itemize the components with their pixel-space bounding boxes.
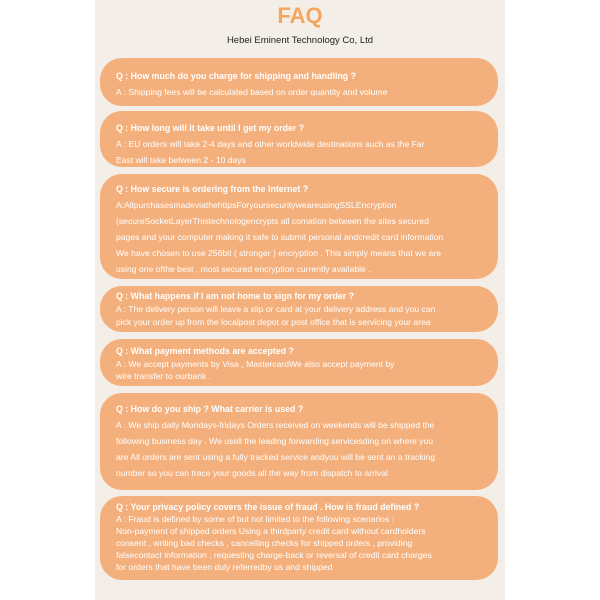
faq-item bbox=[100, 58, 498, 106]
faq-answer-line: are All orders are sent using a fully tracked service andyou will be sent an a tracking bbox=[116, 452, 436, 462]
faq-item bbox=[100, 286, 498, 332]
faq-answer bbox=[116, 417, 498, 481]
faq-answer-line: We have chosen to use 256bit ( stronger ) encryption . This simply means that we are bbox=[116, 248, 441, 258]
faq-answer bbox=[116, 197, 498, 277]
faq-question: Q : How secure is ordering from the Internet ? bbox=[116, 184, 309, 194]
faq-answer bbox=[116, 358, 498, 383]
faq-answer-line: (secureSocketLayerThistechnologencrypts all comation between the sites secured bbox=[116, 216, 429, 226]
faq-answer-line: A:AllpurchasesmadeviathehttpsForyoursecurityweareusingSSLEncryption bbox=[116, 200, 397, 210]
faq-answer-line: East will take between 2 - 10 days bbox=[116, 155, 246, 165]
faq-question: Q : What happens if I am not home to sign for my order ? bbox=[116, 291, 355, 301]
faq-answer-line: consent , writing bad checks , cancelling checks for shipped orders , providing bbox=[116, 538, 413, 548]
faq-answer-line: pages and your computer making it safe to submit personal andcredit card information bbox=[116, 232, 444, 242]
faq-answer-line: A : We accept payments by Visa , MastercardWe also accept payment by bbox=[116, 358, 395, 369]
faq-answer-line: Non-payment of shipped orders Using a thirdparty credit card without cardholders bbox=[116, 526, 426, 536]
faq-question: Q : Your privacy policy covers the issue of fraud . How is fraud defined ? bbox=[116, 502, 420, 512]
faq-answer-line: number so you can trace your goods all the way from dispatch to arrival bbox=[116, 468, 388, 478]
faq-question: Q : How do you ship ? What carrier is used ? bbox=[116, 404, 304, 414]
page-title: FAQ bbox=[277, 3, 323, 28]
faq-answer bbox=[116, 136, 498, 168]
faq-item bbox=[100, 496, 498, 580]
faq-answer-line: A : Fraud is defined by some of but not limited to the following scenarios : bbox=[116, 514, 395, 524]
faq-item bbox=[100, 174, 498, 279]
faq-answer-line: following business day . We usell the leading forwarding servicesding on where you bbox=[116, 436, 434, 446]
faq-item bbox=[100, 393, 498, 490]
faq-answer-line: A : Shipping fees will be calculated based on order quantity and volume bbox=[116, 87, 388, 97]
faq-answer bbox=[116, 513, 498, 573]
faq-question: Q : How much do you charge for shipping and handling ? bbox=[116, 71, 356, 81]
faq-answer-line: using one ofthe best , most secured encryption currently available . bbox=[116, 264, 371, 274]
faq-question: Q : How long will it take until I get my order ? bbox=[116, 123, 305, 133]
faq-answer bbox=[116, 303, 498, 329]
faq-item bbox=[100, 111, 498, 167]
faq-answer-line: A : The delivery person will leave a slip or card at your delivery address and you can bbox=[116, 304, 436, 314]
faq-answer-line: wire transfer to ourbank . bbox=[116, 371, 212, 381]
faq-answer-line: A : EU orders will take 2-4 days and other worldwide destinations such as the Far bbox=[116, 139, 425, 149]
faq-question: Q : What payment methods are accepted ? bbox=[116, 346, 294, 356]
faq-answer-line: falsecontact information , requesting charge-back or reversal of credit card charges bbox=[116, 550, 432, 560]
faq-item bbox=[100, 339, 498, 386]
faq-panel bbox=[95, 0, 505, 600]
faq-answer-line: pick your order up from the localpost depot or post office that is servicing your area bbox=[116, 317, 431, 327]
company-name: Hebei Eminent Technology Co, Ltd bbox=[226, 35, 374, 46]
faq-answer bbox=[116, 84, 498, 100]
faq-answer-line: A : We ship daily Mondays-fridays Orders received on weekends will be shipped the bbox=[116, 420, 435, 430]
faq-answer-line: for orders that have been duly referredby us and shipped bbox=[116, 562, 333, 572]
